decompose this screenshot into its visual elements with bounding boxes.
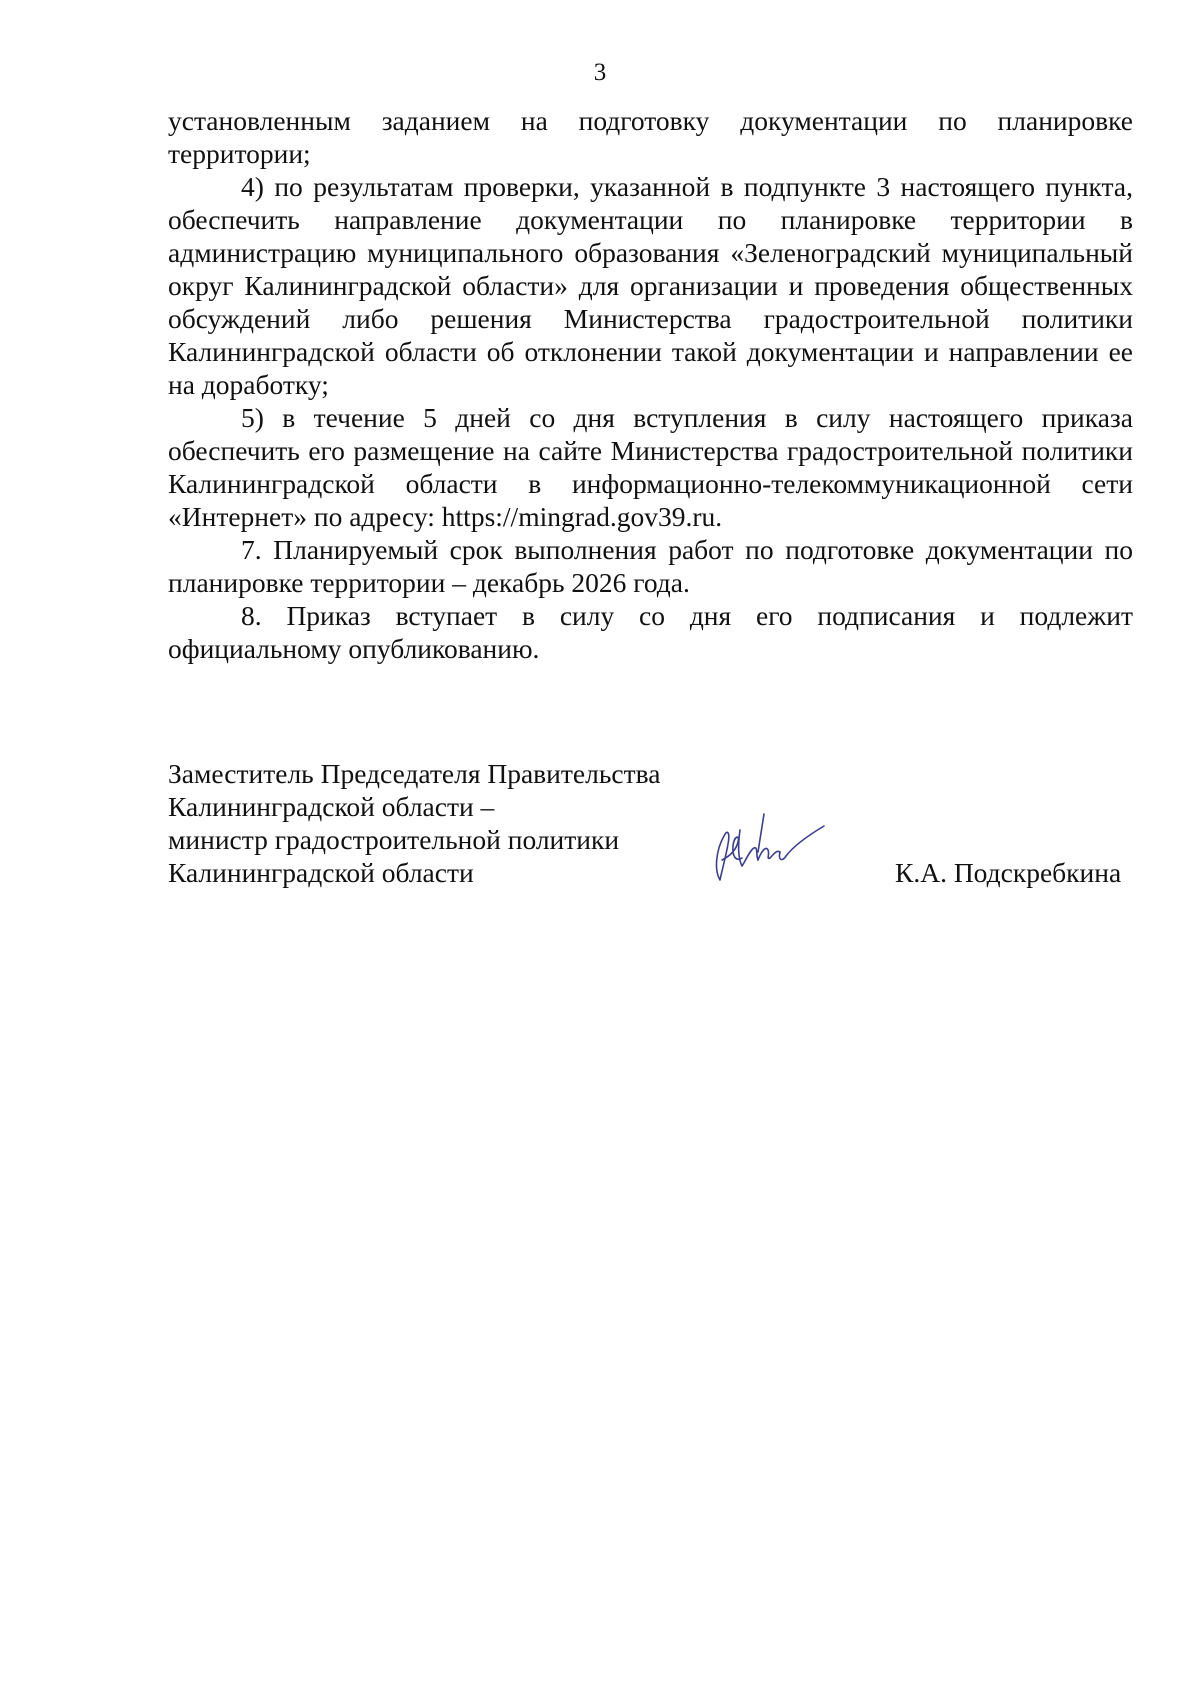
signer-name: К.А. Подскребкина <box>895 857 1122 888</box>
paragraph-continuation: установленным заданием на подготовку документации по планировке территории; <box>168 105 1133 169</box>
signatory-title <box>168 757 660 889</box>
paragraph-subitem-5: 5) в течение 5 дней со дня вступления в силу настоящего приказа обеспечить его размещение на сайте Министерства градостроительной политики Калининградской области в информационно-телекоммуникационной сети «Интернет» по адресу: https://mingrad.gov39.ru. <box>168 402 1133 532</box>
paragraph-item-8: 8. Приказ вступает в силу со дня его подписания и подлежит официальному опубликованию. <box>168 600 1133 664</box>
page-number: 3 <box>593 59 607 86</box>
signatory-title-line: министр градостроительной политики <box>168 824 620 855</box>
paragraph-item-7: 7. Планируемый срок выполнения работ по подготовке документации по планировке территории – декабрь 2026 года. <box>168 534 1133 598</box>
signatory-title-line: Заместитель Председателя Правительства <box>168 758 661 789</box>
signatory-title-line: Калининградской области – <box>168 791 495 822</box>
signatory-title-line: Калининградской области <box>168 857 474 888</box>
paragraph-subitem-4: 4) по результатам проверки, указанной в подпункте 3 настоящего пункта, обеспечить направление документации по планировке территории в администрацию муниципального образования «Зеленоградский муниципальный округ Калининградской области» для организации и проведения общественных обсуждений либо решения Министерства градостроительной политики Калининградской области об отклонении такой документации и направлении ее на доработку; <box>168 171 1133 400</box>
handwritten-signature <box>700 800 830 890</box>
body-text <box>168 104 1133 665</box>
